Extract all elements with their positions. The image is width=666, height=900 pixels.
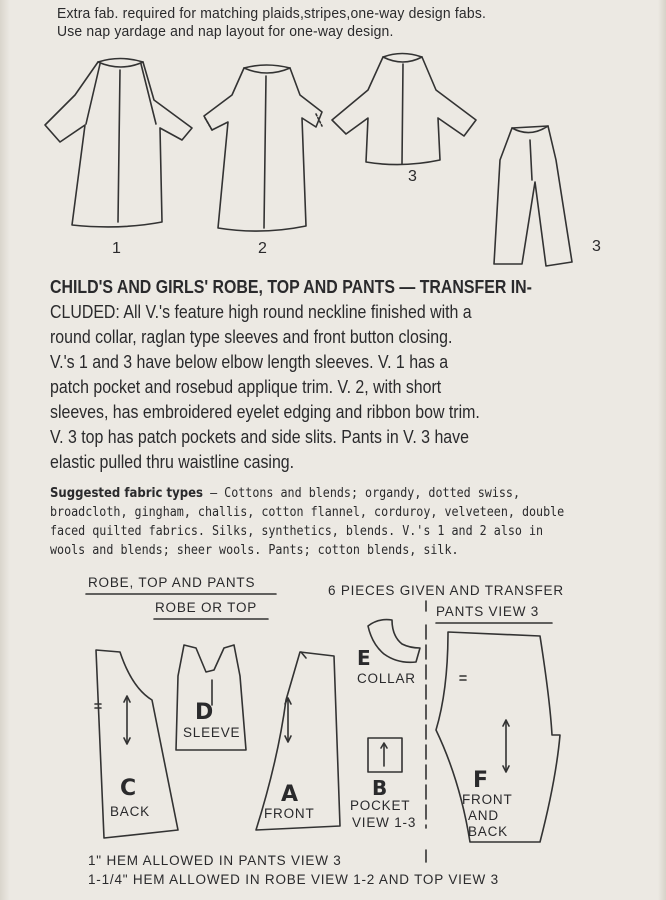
note-line-2: Use nap yardage and nap layout for one-way design. xyxy=(57,23,394,40)
piece-f-sub: AND xyxy=(468,808,499,823)
piece-f-name: FRONT xyxy=(462,792,513,807)
fabric-label: Suggested fabric types xyxy=(50,486,204,501)
heading-robe-top-pants: ROBE, TOP AND PANTS xyxy=(88,575,256,590)
piece-d-letter: D xyxy=(195,700,214,725)
piece-f-letter: F xyxy=(473,768,489,793)
view-label-3-pants: 3 xyxy=(592,238,601,255)
description-line: patch pocket and rosebud applique trim. V. 2, with short xyxy=(50,376,442,397)
piece-c-letter: C xyxy=(120,776,137,801)
piece-f-sub2: BACK xyxy=(468,824,508,839)
piece-e-letter: E xyxy=(357,646,371,670)
description-line: V.'s 1 and 3 have below elbow length sleeves. V. 1 has a xyxy=(50,351,449,372)
piece-c-name: BACK xyxy=(110,804,150,819)
description-line: elastic pulled thru waistline casing. xyxy=(50,451,295,472)
hem-note-robe: 1-1/4" HEM ALLOWED IN ROBE VIEW 1-2 AND TOP VIEW 3 xyxy=(88,872,499,887)
piece-b-name: POCKET xyxy=(350,798,411,813)
fabric-line: faced quilted fabrics. Silks, synthetics, blends. V.'s 1 and 2 also in xyxy=(50,524,544,539)
hem-note-pants: 1" HEM ALLOWED IN PANTS VIEW 3 xyxy=(88,853,342,868)
piece-b-sub: VIEW 1-3 xyxy=(352,815,417,830)
heading-pieces-given: 6 PIECES GIVEN AND TRANSFER xyxy=(328,583,564,598)
piece-a-name: FRONT xyxy=(264,806,315,821)
heading-pants-view-3: PANTS VIEW 3 xyxy=(436,604,540,619)
description-title: CHILD'S AND GIRLS' ROBE, TOP AND PANTS — TRANSFER IN- xyxy=(50,276,532,297)
fabric-line: broadcloth, gingham, challis, cotton flannel, corduroy, velveteen, double xyxy=(50,505,565,520)
description-line: V. 3 top has patch pockets and side slits. Pants in V. 3 have xyxy=(50,426,469,447)
heading-robe-or-top: ROBE OR TOP xyxy=(155,600,258,615)
description-line: sleeves, has embroidered eyelet edging and ribbon bow trim. xyxy=(50,401,480,422)
piece-d-name: SLEEVE xyxy=(183,725,241,740)
fabric-line: wools and blends; sheer wools. Pants; cotton blends, silk. xyxy=(50,543,459,558)
view-label-3-top: 3 xyxy=(408,168,417,185)
fabric-text: — Cottons and blends; organdy, dotted swiss, xyxy=(203,486,521,501)
description-line: round collar, raglan type sleeves and front button closing. xyxy=(50,326,453,347)
description-line: CLUDED: All V.'s feature high round neckline finished with a xyxy=(50,301,472,322)
piece-e-name: COLLAR xyxy=(357,671,416,686)
view-label-1: 1 xyxy=(112,240,121,257)
piece-a-letter: A xyxy=(281,782,299,807)
view-label-2: 2 xyxy=(258,240,267,257)
piece-b-letter: B xyxy=(372,776,388,800)
note-line-1: Extra fab. required for matching plaids,stripes,one-way design fabs. xyxy=(57,5,487,22)
